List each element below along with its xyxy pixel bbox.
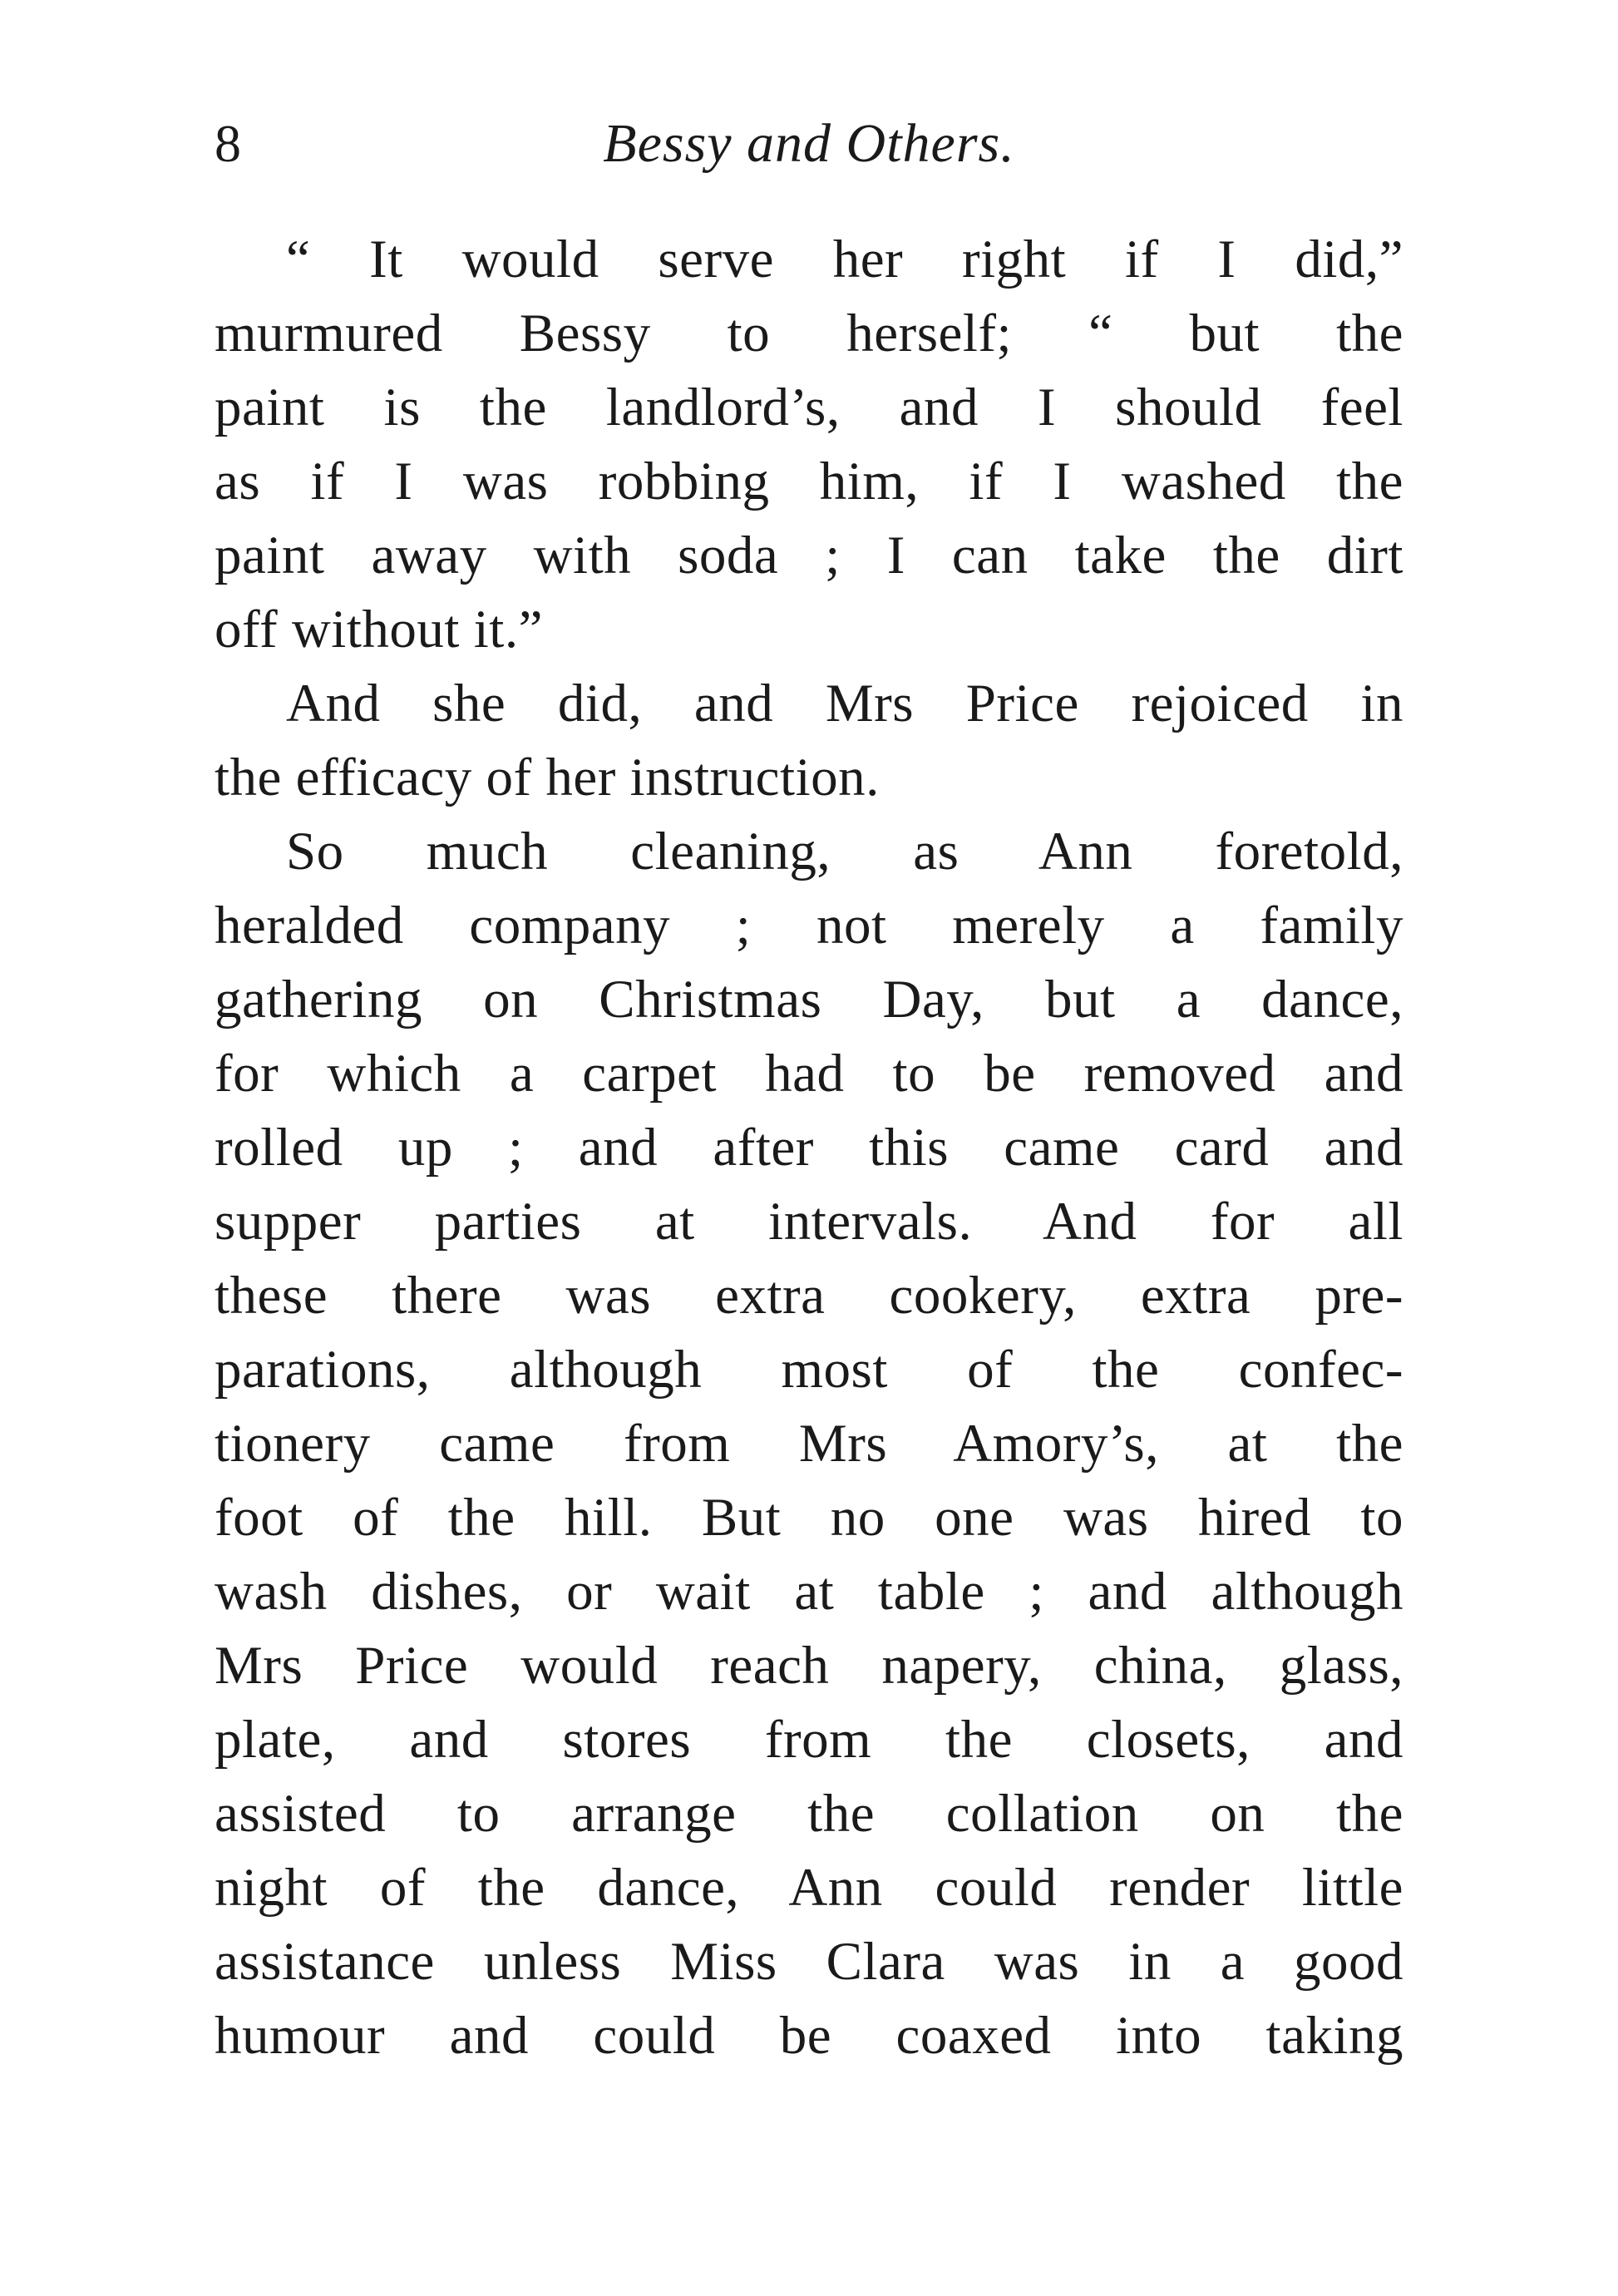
text-line: gathering on Christmas Day, but a dance, bbox=[215, 970, 1403, 1029]
text-line: “ It would serve her right if I did,” bbox=[286, 230, 1403, 289]
text-line: parations, although most of the confec- bbox=[215, 1340, 1403, 1400]
text-line: So much cleaning, as Ann foretold, bbox=[286, 822, 1403, 881]
text-line: And she did, and Mrs Price rejoiced in bbox=[286, 674, 1403, 733]
text-line: murmured Bessy to herself; “ but the bbox=[215, 304, 1403, 363]
text-line: assisted to arrange the collation on the bbox=[215, 1784, 1403, 1844]
text-line: tionery came from Mrs Amory’s, at the bbox=[215, 1414, 1403, 1474]
body-text bbox=[215, 223, 1403, 2073]
running-head bbox=[215, 98, 1403, 190]
text-line: off without it.” bbox=[215, 600, 543, 659]
text-line: wash dishes, or wait at table ; and although bbox=[215, 1562, 1403, 1622]
text-line: foot of the hill. But no one was hired to bbox=[215, 1488, 1403, 1548]
text-line: the efficacy of her instruction. bbox=[215, 748, 880, 807]
text-line: assistance unless Miss Clara was in a good bbox=[215, 1932, 1403, 1992]
text-line: night of the dance, Ann could render little bbox=[215, 1858, 1403, 1918]
text-line: as if I was robbing him, if I washed the bbox=[215, 452, 1403, 511]
text-line: paint away with soda ; I can take the dirt bbox=[215, 526, 1403, 585]
text-line: these there was extra cookery, extra pre- bbox=[215, 1266, 1403, 1326]
text-line: plate, and stores from the closets, and bbox=[215, 1710, 1403, 1770]
text-line: heralded company ; not merely a family bbox=[215, 896, 1403, 955]
page-number: 8 bbox=[215, 114, 241, 173]
running-title: Bessy and Others. bbox=[603, 113, 1015, 174]
text-line: supper parties at intervals. And for all bbox=[215, 1192, 1403, 1252]
text-line: rolled up ; and after this came card and bbox=[215, 1118, 1403, 1178]
text-line: Mrs Price would reach napery, china, glass, bbox=[215, 1636, 1403, 1696]
text-line: paint is the landlord’s, and I should feel bbox=[215, 378, 1403, 437]
text-line: humour and could be coaxed into taking bbox=[215, 2006, 1403, 2066]
text-line: for which a carpet had to be removed and bbox=[215, 1044, 1403, 1104]
